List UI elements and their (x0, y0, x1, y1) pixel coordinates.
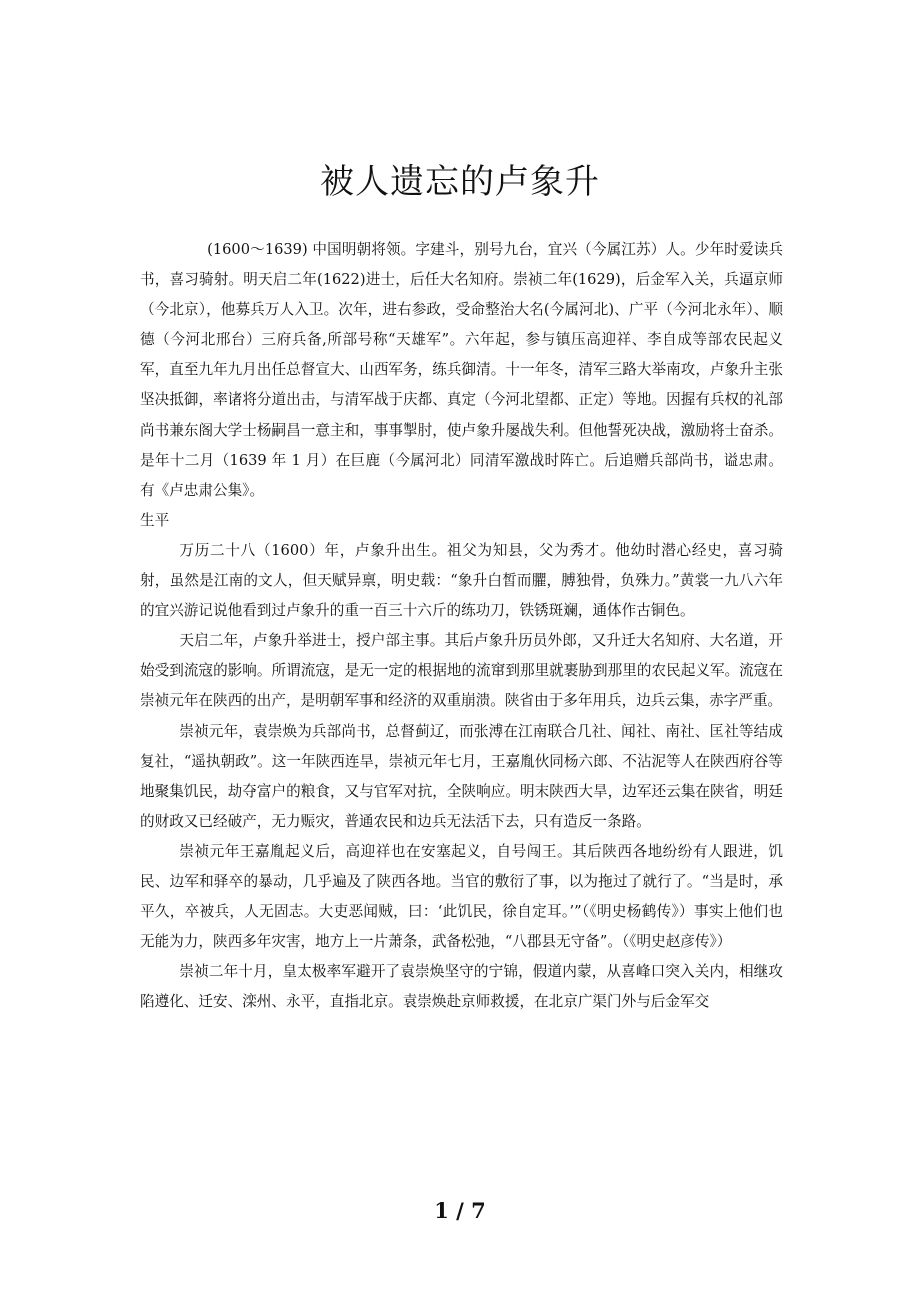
paragraph-birth: 万历二十八（1600）年，卢象升出生。祖父为知县，父为秀才。他幼时潜心经史，喜习骑射，虽然是江南的文人，但天赋异禀，明史载：“象升白皙而臞，膊独骨，负殊力。”黄裳一九八六年的宜兴游记说他看到过卢象升的重一百三十六斤的练功刀，铁锈斑斓，通体作古铜色。 (140, 541, 783, 620)
document-title: 被人遗忘的卢象升 (320, 162, 600, 202)
document-body (140, 235, 783, 1017)
paragraph-rebellion: 崇祯元年王嘉胤起义后，高迎祥也在安塞起义，自号闯王。其后陕西各地纷纷有人跟进，饥民、边军和驿卒的暴动，几乎遍及了陕西各地。当官的敷衍了事，以为拖过了就行了。“当是时，承平久，卒被兵，人无固志。大吏恶闻贼，曰：‘此饥民，徐自定耳。’”（《明史杨鹤传》）事实上他们也无能为力，陕西多年灾害，地方上一片萧条，武备松弛，“八郡县无守备”。（《明史赵彦传》） (140, 842, 783, 951)
paragraph-intro: (1600～1639) 中国明朝将领。字建斗，别号九台，宜兴（今属江苏）人。少年时爱读兵书，喜习骑射。明天启二年(1622)进士，后任大名知府。崇祯二年(1629)，后金军入关，兵逼京师（今北京），他募兵万人入卫。次年，进右参政，受命整治大名(今属河北)、广平（今河北永年）、顺德（今河北邢台）三府兵备,所部号称“天雄军”。六年起，参与镇压高迎祥、李自成等部农民起义军，直至九年九月出任总督宣大、山西军务，练兵御清。十一年冬，清军三路大举南攻，卢象升主张坚决抵御，率诸将分道出击，与清军战于庆都、真定（今河北望都、正定）等地。因握有兵权的礼部尚书兼东阁大学士杨嗣昌一意主和，事事掣肘，使卢象升屡战失利。但他誓死决战，激励将士奋杀。 是年十二月（1639 年 1 月）在巨鹿（今属河北）同清军激战时阵亡。后追赠兵部尚书，谥忠肃。有《卢忠肃公集》。 (140, 241, 783, 499)
paragraph-chongzhen-first-year: 崇祯元年，袁崇焕为兵部尚书，总督蓟辽，而张溥在江南联合几社、闻社、南社、匡社等结成复社，“遥执朝政”。这一年陕西连旱，崇祯元年七月，王嘉胤伙同杨六郎、不沾泥等人在陕西府谷等地聚集饥民，劫夺富户的粮食，又与官军对抗，全陕响应。明末陕西大旱，边军还云集在陕省，明廷的财政又已经破产，无力赈灾，普通农民和边兵无法活下去，只有造反一条路。 (140, 722, 783, 830)
paragraph-invasion: 崇祯二年十月，皇太极率军避开了袁崇焕坚守的宁锦，假道内蒙，从喜峰口突入关内，相继攻陷遵化、迁安、滦州、永平，直指北京。袁崇焕赴京师救援，在北京广渠门外与后金军交 (140, 963, 783, 1011)
section-heading-biography: 生平 (140, 511, 170, 529)
page-indicator: 1 / 7 (434, 1198, 486, 1223)
paragraph-career-start: 天启二年，卢象升举进士，授户部主事。其后卢象升历员外郎，又升迁大名知府、大名道，开始受到流寇的影响。所谓流寇，是无一定的根据地的流窜到那里就裹胁到那里的农民起义军。流寇在崇祯元年在陕西的出产，是明朝军事和经济的双重崩溃。陕省由于多年用兵，边兵云集，赤字严重。 (140, 632, 783, 710)
